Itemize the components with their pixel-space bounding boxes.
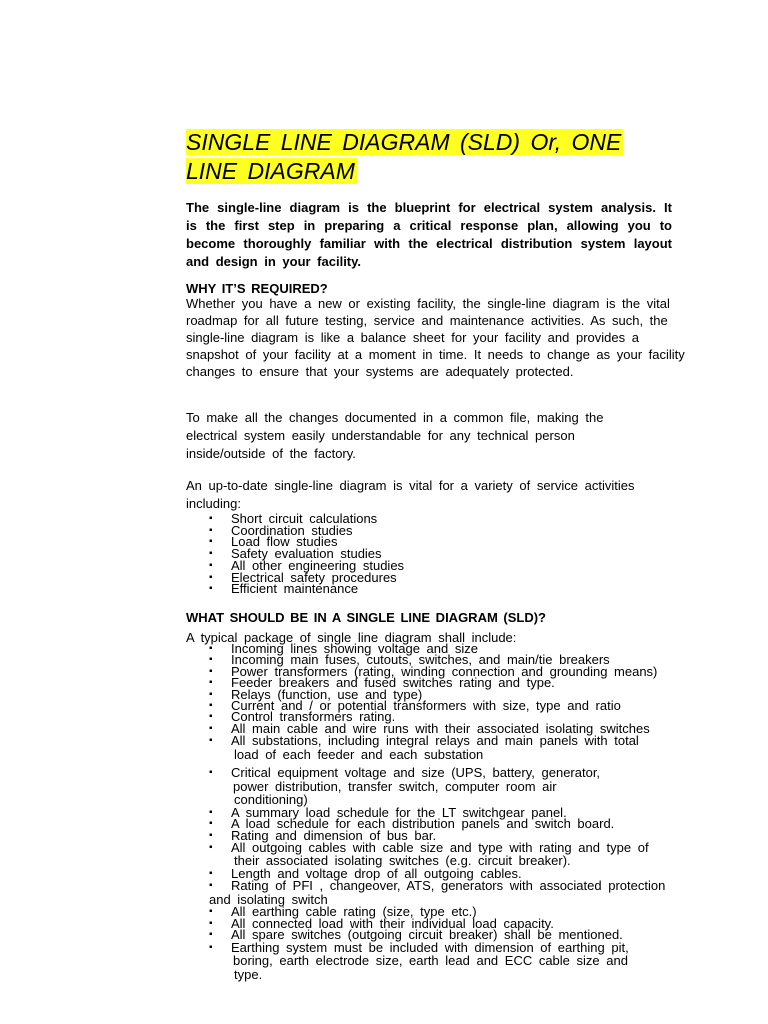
bullet-icon: ▪ — [209, 643, 213, 654]
bullet-icon: ▪ — [209, 880, 213, 892]
bullet-icon: ▪ — [209, 571, 213, 583]
why-required-paragraph: Whether you have a new or existing facility, the single-line diagram is the vital roadmap for all future testing, service and maintenance activities. As such, the single-line diagram is like a balance sheet for your facility and provides a snapshot of your facility at a moment in time. It needs to change as your facility changes to ensure that your systems are adequately protected. — [186, 296, 685, 379]
bullet-icon: ▪ — [209, 677, 213, 689]
list-item: ▪ Load flow studies — [209, 534, 338, 550]
document-title — [186, 128, 666, 186]
uptodate-line-1: An up-to-date single-line diagram is vital for a variety of service activities — [186, 478, 635, 493]
sld-contents-list — [209, 643, 729, 981]
list-item: ▪ Length and voltage drop of all outgoing cables. — [209, 865, 522, 881]
list-item: ▪ Rating of PFI , changeover, ATS, generators with associated protection and isolating switch — [209, 878, 666, 907]
list-item: ▪ Incoming main fuses, cutouts, switches, and main/tie breakers — [209, 652, 610, 668]
bullet-icon: ▪ — [209, 929, 213, 941]
bullet-icon: ▪ — [209, 700, 213, 712]
list-item: ▪ Incoming lines showing voltage and size — [209, 641, 478, 656]
uptodate-line-2: including: — [186, 496, 241, 511]
list-item: ▪ Efficient maintenance — [209, 581, 359, 597]
bullet-icon: ▪ — [209, 559, 213, 571]
bullet-icon: ▪ — [209, 867, 213, 879]
service-activities-list — [209, 513, 509, 595]
list-item: ▪ Critical equipment voltage and size (UPS, battery, generator, power distribution, transfer switch, computer room air conditioning) — [209, 765, 601, 808]
documentation-line-1: To make all the changes documented in a common file, making the — [186, 410, 604, 425]
bullet-icon: ▪ — [209, 665, 213, 677]
bullet-icon: ▪ — [209, 917, 213, 929]
list-item: ▪ All spare switches (outgoing circuit breaker) shall be mentioned. — [209, 927, 623, 943]
bullet-icon: ▪ — [209, 906, 213, 918]
list-item: ▪ Earthing system must be included with dimension of earthing pit, boring, earth electrode size, earth lead and ECC cable size and type. — [209, 939, 629, 982]
list-item: ▪ Feeder breakers and fused switches rating and type. — [209, 675, 555, 691]
bullet-icon: ▪ — [209, 654, 213, 666]
bullet-icon: ▪ — [209, 536, 213, 548]
bullet-icon: ▪ — [209, 841, 213, 853]
documentation-line-2: electrical system easily understandable for any technical person — [186, 428, 575, 443]
list-item: ▪ All connected load with their individual load capacity. — [209, 915, 554, 931]
bullet-icon: ▪ — [209, 548, 213, 560]
list-item: ▪ All other engineering studies — [209, 557, 405, 573]
intro-paragraph: The single-line diagram is the blueprint for electrical system analysis. It is the first step in preparing a critical response plan, allowing you to become thoroughly familiar with the electrical distribution system layout and design in your facility. — [186, 200, 672, 269]
list-item: ▪ All earthing cable rating (size, type etc.) — [209, 904, 477, 920]
list-item: ▪ All substations, including integral relays and main panels with total load of each feeder and each substation — [209, 733, 639, 762]
list-item: ▪ Control transformers rating. — [209, 709, 396, 725]
list-item: ▪ Safety evaluation studies — [209, 546, 382, 562]
title-line-1: SINGLE LINE DIAGRAM (SLD) Or, ONE — [186, 129, 622, 155]
sld-contents-heading: WHAT SHOULD BE IN A SINGLE LINE DIAGRAM (SLD)? — [186, 610, 546, 625]
bullet-icon: ▪ — [209, 688, 213, 700]
bullet-icon: ▪ — [209, 583, 213, 595]
sld-intro: A typical package of single line diagram shall include: — [186, 630, 517, 645]
documentation-paragraph — [186, 409, 691, 463]
bullet-icon: ▪ — [209, 829, 213, 841]
list-item: ▪ Coordination studies — [209, 522, 353, 538]
list-item: ▪ Current and / or potential transformers with size, type and ratio — [209, 698, 621, 714]
bullet-icon: ▪ — [209, 513, 213, 524]
list-item: ▪ All outgoing cables with cable size and type with rating and type of their associated isolating switches (e.g. circuit breaker). — [209, 839, 649, 869]
bullet-icon: ▪ — [209, 767, 213, 779]
title-line-2: LINE DIAGRAM — [186, 158, 355, 184]
list-item: ▪ All main cable and wire runs with their associated isolating switches — [209, 720, 650, 736]
documentation-line-3: inside/outside of the factory. — [186, 446, 356, 461]
list-item: ▪ Electrical safety procedures — [209, 569, 397, 585]
list-item: ▪ A load schedule for each distribution panels and switch board. — [209, 816, 615, 832]
bullet-icon: ▪ — [209, 735, 213, 747]
why-required-heading: WHY IT’S REQUIRED? — [186, 281, 328, 296]
bullet-icon: ▪ — [209, 806, 213, 818]
list-item: ▪ Short circuit calculations — [209, 511, 378, 526]
bullet-icon: ▪ — [209, 818, 213, 830]
list-item: ▪ A summary load schedule for the LT switchgear panel. — [209, 804, 567, 820]
bullet-icon: ▪ — [209, 711, 213, 723]
bullet-icon: ▪ — [209, 524, 213, 536]
bullet-icon: ▪ — [209, 722, 213, 734]
uptodate-paragraph — [186, 477, 691, 513]
list-item: ▪ Power transformers (rating, winding connection and grounding means) — [209, 663, 658, 679]
bullet-icon: ▪ — [209, 941, 213, 953]
list-item: ▪ Relays (function, use and type) — [209, 686, 423, 702]
list-item: ▪ Rating and dimension of bus bar. — [209, 827, 437, 843]
